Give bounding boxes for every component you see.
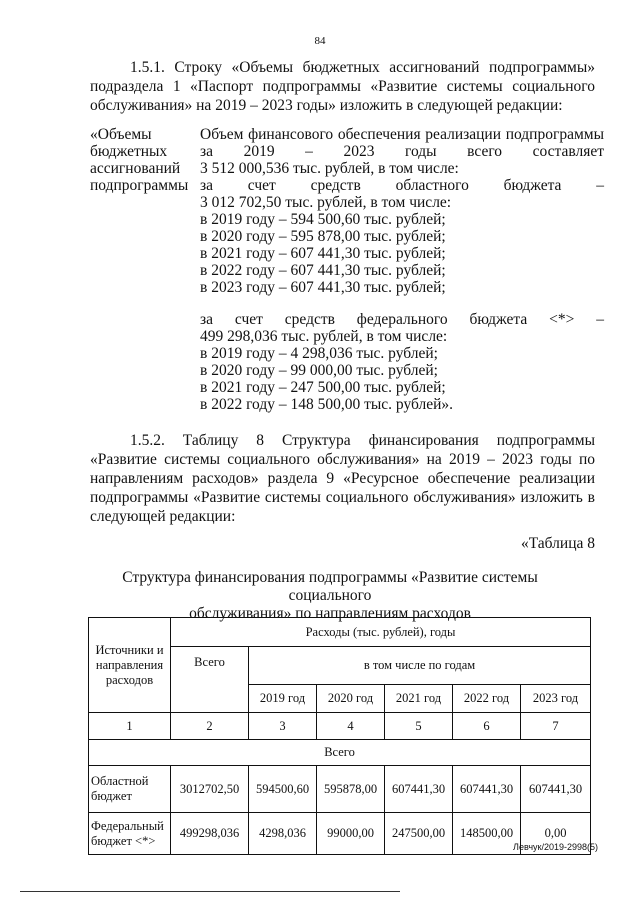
word: счет: [234, 311, 263, 328]
table-label: «Таблица 8: [520, 535, 595, 552]
word: –: [305, 143, 313, 160]
word: составляет: [532, 143, 604, 160]
footer-divider: [20, 891, 400, 892]
word: подпрограммы: [505, 126, 604, 143]
word: всего: [467, 143, 503, 160]
federal-year-line: в 2019 году – 4 298,036 тыс. рублей;: [200, 345, 438, 362]
row-label: Областной бюджет: [89, 766, 171, 813]
row-label: Федеральный бюджет <*>: [89, 813, 171, 855]
word: –: [596, 311, 604, 328]
word: годы: [405, 143, 437, 160]
word: 2019: [243, 143, 275, 160]
header-year: 2022 год: [453, 685, 521, 713]
regional-total: 3 012 702,50 тыс. рублей, в том числе:: [200, 194, 452, 211]
total-line-2: [200, 143, 604, 160]
cell-value: 607441,30: [521, 766, 591, 813]
cell-value: 3012702,50: [171, 766, 249, 813]
word: обеспечения: [337, 126, 421, 143]
passport-label: [90, 126, 195, 194]
regional-year-line: в 2022 году – 607 441,30 тыс. рублей;: [200, 262, 446, 279]
regional-budget-line: [200, 177, 604, 194]
word: финансового: [248, 126, 334, 143]
total-line-3: 3 512 000,536 тыс. рублей, в том числе:: [200, 160, 459, 177]
column-number: 1: [89, 713, 171, 740]
passport-label-line: бюджетных: [90, 143, 168, 160]
header-year: 2021 год: [385, 685, 453, 713]
word: 2023: [343, 143, 375, 160]
table-row: [89, 766, 591, 813]
cell-value: 594500,60: [249, 766, 317, 813]
column-number: 5: [385, 713, 453, 740]
cell-value: 148500,00: [453, 813, 521, 855]
word: бюджета: [469, 311, 528, 328]
passport-label-line: подпрограммы: [90, 177, 189, 194]
header-expenses: Расходы (тыс. рублей), годы: [171, 618, 591, 647]
word: федерального: [356, 311, 448, 328]
word: –: [596, 177, 604, 194]
header-sources: Источники и направления расходов: [89, 618, 171, 713]
word: за: [200, 311, 214, 328]
cell-value: 499298,036: [171, 813, 249, 855]
word: счет: [247, 177, 276, 194]
table-title-line: обслуживания» по направлениям расходов: [189, 605, 471, 622]
passport-content: [200, 126, 604, 413]
cell-value: 607441,30: [385, 766, 453, 813]
word: за: [200, 177, 214, 194]
federal-total: 499 298,036 тыс. рублей, в том числе:: [200, 328, 448, 345]
regional-year-line: в 2020 году – 595 878,00 тыс. рублей;: [200, 228, 446, 245]
header-by-years: в том числе по годам: [249, 647, 591, 685]
registration-number: Левчук/2019-2998(5): [513, 842, 598, 852]
financing-table: [88, 617, 591, 855]
table-title: [80, 569, 580, 623]
column-number: 2: [171, 713, 249, 740]
word: областного: [395, 177, 469, 194]
paragraph-1-5-2-text: 1.5.2. Таблицу 8 Структура финансирования подпрограммы «Развитие системы социального обслуживания» на 2019 – 2023 годы по направлениям расходов» раздела 9 «Ресурсное обеспечение реализации подпрограммы «Развитие системы социального обслуживания» изложить в следующей редакции:: [90, 432, 595, 525]
column-number: 3: [249, 713, 317, 740]
regional-year-line: в 2021 году – 607 441,30 тыс. рублей;: [200, 245, 446, 262]
section-total: Всего: [89, 740, 591, 766]
federal-year-line: в 2022 году – 148 500,00 тыс. рублей».: [200, 396, 454, 413]
column-number-row: [89, 713, 591, 740]
column-number: 7: [521, 713, 591, 740]
federal-budget-line: [200, 311, 604, 328]
column-number: 4: [317, 713, 385, 740]
regional-year-line: в 2023 году – 607 441,30 тыс. рублей;: [200, 279, 446, 296]
federal-year-line: в 2021 году – 247 500,00 тыс. рублей;: [200, 379, 446, 396]
word: реализации: [425, 126, 502, 143]
word: средств: [284, 311, 335, 328]
cell-value: 4298,036: [249, 813, 317, 855]
passport-label-line: «Объемы: [90, 126, 152, 143]
cell-value: 99000,00: [317, 813, 385, 855]
word: Объем: [200, 126, 244, 143]
header-total: Всего: [171, 647, 249, 713]
paragraph-1-5-1-text: 1.5.1. Строку «Объемы бюджетных ассигнований подпрограммы» подраздела 1 «Паспорт подпрограммы «Развитие системы социального обслуживания» на 2019 – 2023 годы» изложить в следующей редакции:: [90, 59, 595, 114]
paragraph-1-5-2: [90, 431, 595, 526]
passport-label-line: ассигнований: [90, 160, 181, 177]
word: средств: [310, 177, 361, 194]
table-title-line: Структура финансирования подпрограммы «Развитие системы социального: [122, 569, 538, 604]
word: <*>: [549, 311, 575, 328]
header-year: 2023 год: [521, 685, 591, 713]
header-year: 2019 год: [249, 685, 317, 713]
total-line-1: [200, 126, 604, 143]
word: бюджета: [503, 177, 562, 194]
page-number: 84: [314, 35, 326, 47]
header-year: 2020 год: [317, 685, 385, 713]
cell-value: 595878,00: [317, 766, 385, 813]
regional-year-line: в 2019 году – 594 500,60 тыс. рублей;: [200, 211, 446, 228]
cell-value: 247500,00: [385, 813, 453, 855]
paragraph-1-5-1: [90, 58, 595, 115]
cell-value: 607441,30: [453, 766, 521, 813]
federal-year-line: в 2020 году – 99 000,00 тыс. рублей;: [200, 362, 438, 379]
cell-value: 0,00: [521, 813, 591, 855]
word: за: [200, 143, 214, 160]
column-number: 6: [453, 713, 521, 740]
